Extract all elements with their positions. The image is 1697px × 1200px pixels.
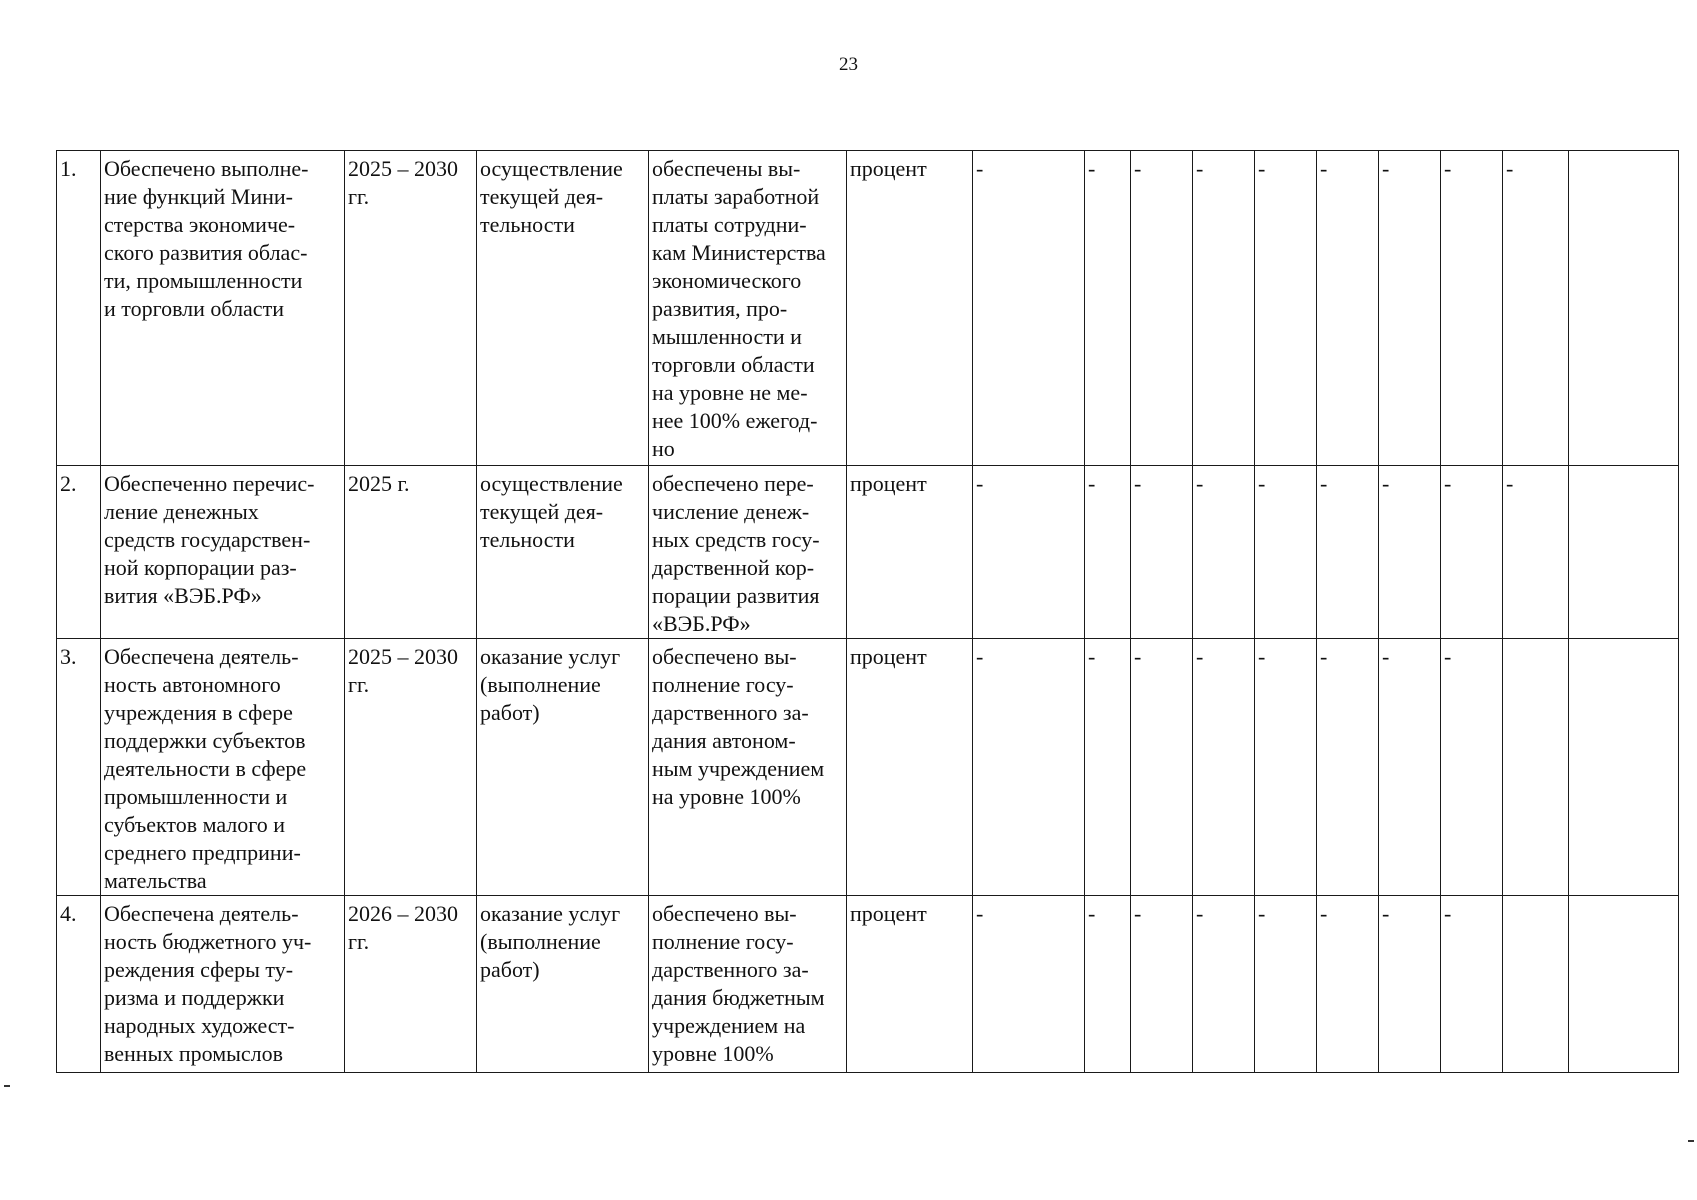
value-cell: - [973, 466, 1085, 639]
page-number: 23 [839, 54, 858, 75]
result-title: Обеспечена деятель- ность бюджетного уч- реждения сферы ту- ризма и поддержки народных художест- венных промыслов [101, 896, 345, 1073]
activity-type: оказание услуг (выполнение работ) [477, 896, 649, 1073]
value-cell [1569, 466, 1679, 639]
unit: процент [847, 151, 973, 466]
value-cell: - [1193, 639, 1255, 896]
value-cell: - [1317, 151, 1379, 466]
value-cell: - [1317, 466, 1379, 639]
value-cell: - [1193, 151, 1255, 466]
value-cell: - [1131, 896, 1193, 1073]
activity-type: осуществление текущей дея- тельности [477, 466, 649, 639]
value-cell: - [1193, 466, 1255, 639]
row-number: 2. [57, 466, 101, 639]
value-cell: - [1379, 466, 1441, 639]
value-cell: - [1131, 151, 1193, 466]
period: 2025 – 2030 гг. [345, 151, 477, 466]
scan-edge-mark [1688, 1140, 1694, 1142]
value-cell: - [1255, 151, 1317, 466]
value-cell: - [1255, 639, 1317, 896]
value-cell [1569, 639, 1679, 896]
value-cell: - [1441, 896, 1503, 1073]
value-cell: - [1255, 896, 1317, 1073]
unit: процент [847, 639, 973, 896]
row-number: 3. [57, 639, 101, 896]
value-cell: - [1503, 151, 1569, 466]
unit: процент [847, 896, 973, 1073]
result-title: Обеспеченно перечис- ление денежных средств государствен- ной корпорации раз- вития «ВЭБ.РФ» [101, 466, 345, 639]
value-cell: - [1441, 639, 1503, 896]
value-cell: - [973, 639, 1085, 896]
value-cell: - [1131, 466, 1193, 639]
value-cell [1569, 896, 1679, 1073]
row-number: 1. [57, 151, 101, 466]
scan-edge-mark [4, 1085, 10, 1087]
result-title: Обеспечена деятель- ность автономного учреждения в сфере поддержки субъектов деятельности в сфере промышленности и субъектов малого и среднего предприни- мательства [101, 639, 345, 896]
value-cell: - [1441, 151, 1503, 466]
unit: процент [847, 466, 973, 639]
table-row [57, 639, 1679, 896]
period: 2025 г. [345, 466, 477, 639]
value-cell: - [1085, 151, 1131, 466]
period: 2026 – 2030 гг. [345, 896, 477, 1073]
value-cell: - [1441, 466, 1503, 639]
row-number: 4. [57, 896, 101, 1073]
value-cell: - [1379, 151, 1441, 466]
activity-type: осуществление текущей дея- тельности [477, 151, 649, 466]
value-cell: - [1085, 896, 1131, 1073]
result-title: Обеспечено выполне- ние функций Мини- стерства экономиче- ского развития облас- ти, промышленности и торговли области [101, 151, 345, 466]
value-cell: - [1379, 639, 1441, 896]
value-cell: - [1131, 639, 1193, 896]
value-cell: - [1317, 639, 1379, 896]
value-cell [1503, 896, 1569, 1073]
table-row [57, 151, 1679, 466]
indicator-description: обеспечено вы- полнение госу- дарственного за- дания бюджетным учреждением на уровне 100% [649, 896, 847, 1073]
results-table [56, 150, 1679, 1073]
value-cell: - [1193, 896, 1255, 1073]
value-cell: - [1503, 466, 1569, 639]
period: 2025 – 2030 гг. [345, 639, 477, 896]
activity-type: оказание услуг (выполнение работ) [477, 639, 649, 896]
value-cell [1503, 639, 1569, 896]
value-cell: - [1085, 466, 1131, 639]
value-cell: - [973, 151, 1085, 466]
value-cell: - [1379, 896, 1441, 1073]
indicator-description: обеспечены вы- платы заработной платы сотрудни- кам Министерства экономического развития, про- мышленности и торговли области на уровне не ме- нее 100% ежегод- но [649, 151, 847, 466]
value-cell: - [1255, 466, 1317, 639]
indicator-description: обеспечено пере- числение денеж- ных средств госу- дарственной кор- порации развития «ВЭБ.РФ» [649, 466, 847, 639]
table-row [57, 466, 1679, 639]
value-cell: - [1085, 639, 1131, 896]
indicator-description: обеспечено вы- полнение госу- дарственного за- дания автоном- ным учреждением на уровне 100% [649, 639, 847, 896]
value-cell: - [1317, 896, 1379, 1073]
value-cell [1569, 151, 1679, 466]
value-cell: - [973, 896, 1085, 1073]
table-row [57, 896, 1679, 1073]
